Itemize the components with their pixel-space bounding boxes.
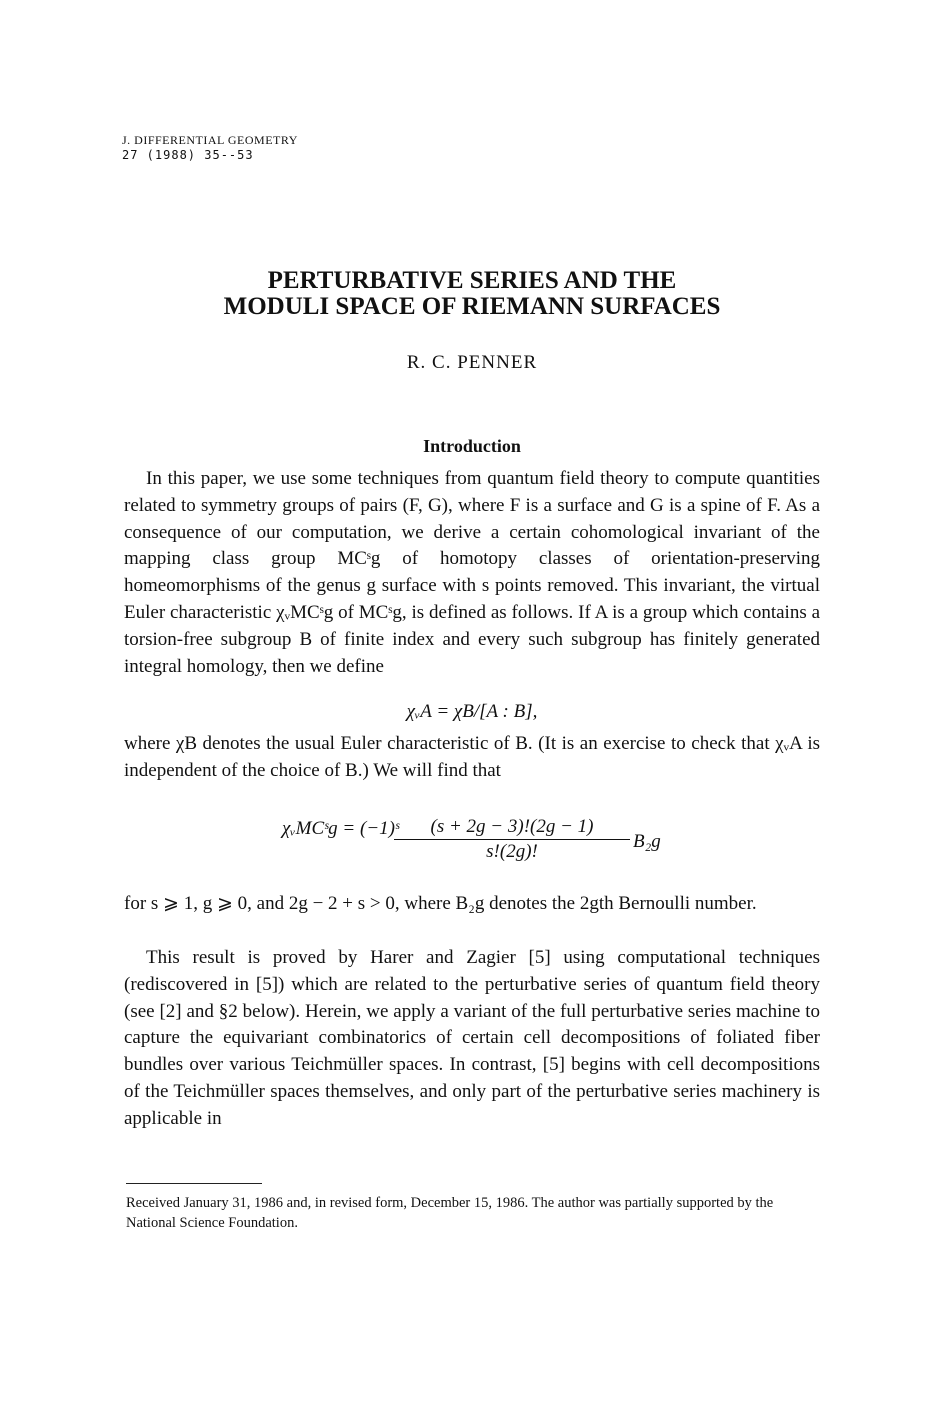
equation-2-fraction (394, 816, 630, 863)
equation-2-left: χᵥMCˢg = (−1)ˢ (282, 818, 399, 839)
footnote-rule (126, 1183, 262, 1184)
paragraph-4 (124, 945, 820, 1133)
journal-volume: 27 (1988) 35--53 (122, 148, 254, 162)
author: R. C. PENNER (406, 352, 538, 373)
paragraph-4-text: This result is proved by Harer and Zagier [5] using computational techniques (rediscovered in [5]) which are related to the perturbative series of quantum field theory (see [2] and §2 below). Herein, we apply a variant of the full perturbative series machine to capture the equivariant combinatorics of certain cell decompositions of foliated fiber bundles over various Teichmüller spaces. In contrast, [5] begins with cell decompositions of the Teichmüller spaces themselves, and only part of the perturbative series machinery is applicable in (124, 947, 820, 1129)
equation-2-right: B₂g (633, 831, 661, 852)
paragraph-1 (124, 466, 820, 680)
equation-2-numerator: (s + 2g − 3)!(2g − 1) (394, 816, 630, 840)
title-line-2: MODULI SPACE OF RIEMANN SURFACES (223, 293, 721, 320)
journal-header (122, 133, 298, 163)
equation-2-denominator: s!(2g)! (486, 841, 538, 862)
equation-1: χᵥA = χB/[A : B], (406, 701, 538, 722)
section-heading: Introduction (423, 436, 521, 456)
footnote: Received January 31, 1986 and, in revised form, December 15, 1986. The author was partially supported by the National Science Foundation. (126, 1195, 774, 1231)
title-line-1: PERTURBATIVE SERIES AND THE (267, 267, 677, 294)
paper-title (0, 268, 944, 320)
paragraph-3: for s ⩾ 1, g ⩾ 0, and 2g − 2 + s > 0, where B₂g denotes the 2gth Bernoulli number. (124, 893, 757, 914)
paragraph-2: where χB denotes the usual Euler characteristic of B. (It is an exercise to check that χᵥA is independent of the choice of B.) We will find that (124, 733, 820, 781)
paragraph-1-text: In this paper, we use some techniques from quantum field theory to compute quantities related to symmetry groups of pairs (F, G), where F is a surface and G is a spine of F. As a consequence of our computation, we derive a certain cohomological invariant of the mapping class group MCˢg of homotopy classes of orientation-preserving homeomorphisms of the genus g surface with s points removed. This invariant, the virtual Euler characteristic χᵥMCˢg of MCˢg, is defined as follows. If A is a group which contains a torsion-free subgroup B of finite index and every such subgroup has finitely generated integral homology, then we define (124, 468, 820, 677)
journal-name: J. DIFFERENTIAL GEOMETRY (122, 133, 298, 147)
